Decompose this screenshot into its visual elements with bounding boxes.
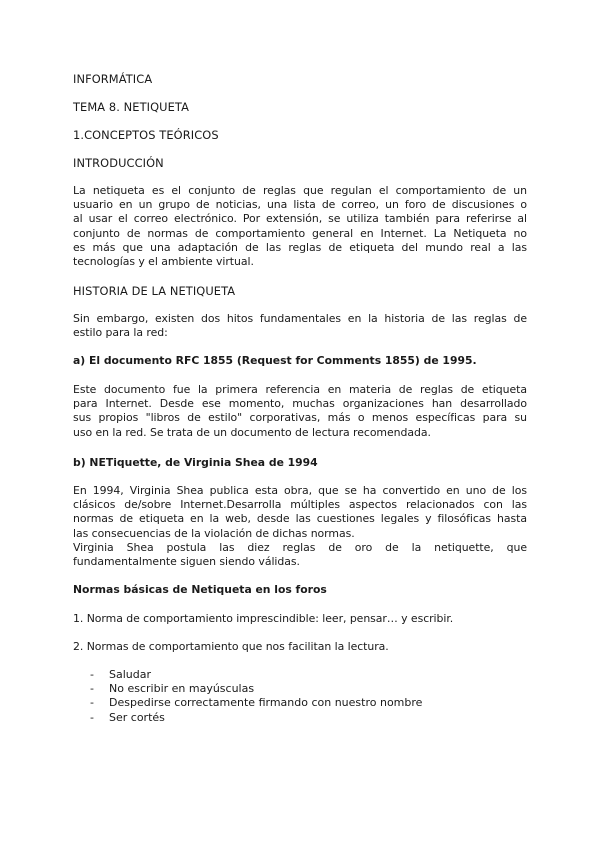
subject-heading: INFORMÁTICA — [73, 72, 153, 86]
doc-b-line: normas de etiqueta en la web, desde las cuestiones legales y filosóficas hasta — [73, 512, 527, 526]
history-paragraph — [73, 312, 527, 340]
intro-line: al usar el correo electrónico. Por extensión, se utiliza también para referirse al — [73, 212, 527, 226]
intro-line: conjunto de normas de comportamiento general en Internet. La Netiqueta no — [73, 226, 527, 240]
intro-line: es más que una adaptación de las reglas de etiqueta del mundo real a las — [73, 240, 527, 254]
list-item — [90, 711, 422, 725]
history-line: estilo para la red: — [73, 326, 168, 340]
dash-marker: - — [90, 682, 94, 696]
list-item-text: Ser cortés — [109, 710, 165, 724]
doc-a-heading: a) El documento RFC 1855 (Request for Comments 1855) de 1995. — [73, 354, 477, 367]
intro-heading: INTRODUCCIÓN — [73, 156, 164, 170]
doc-a-line: Este documento fue la primera referencia en materia de reglas de etiqueta — [73, 383, 527, 396]
dash-marker: - — [90, 668, 94, 681]
doc-b-line: En 1994, Virginia Shea publica esta obra, que se ha convertido en uno de los — [73, 484, 527, 497]
list-item-text: No escribir en mayúsculas — [109, 682, 255, 696]
doc-b-line: fundamentalmente siguen siendo válidas. — [73, 555, 300, 569]
history-line: Sin embargo, existen dos hitos fundamentales en la historia de las reglas de — [73, 312, 527, 325]
doc-a-line: uso en la red. Se trata de un documento de lectura recomendada. — [73, 425, 431, 439]
doc-b-line: las consecuencias de la violación de dichas normas. — [73, 526, 355, 540]
doc-b-heading: b) NETiquette, de Virginia Shea de 1994 — [73, 456, 318, 469]
intro-line: usuario en un grupo de noticias, una lista de correo, un foro de discusiones o — [73, 198, 527, 212]
history-heading: HISTORIA DE LA NETIQUETA — [73, 284, 236, 298]
norms-heading: Normas básicas de Netiqueta en los foros — [73, 583, 327, 596]
doc-b-line: Virginia Shea postula las diez reglas de oro de la netiquette, que — [73, 540, 527, 554]
doc-a-line: sus propios "libros de estilo" corporativas, más o menos específicas para su — [73, 411, 527, 425]
list-item-text: Despedirse correctamente firmando con nuestro nombre — [109, 696, 423, 710]
norm-2-text: 2. Normas de comportamiento que nos facilitan la lectura. — [73, 640, 389, 653]
intro-line: La netiqueta es el conjunto de reglas que regulan el comportamiento de un — [73, 184, 527, 197]
norm-2-list — [90, 668, 422, 725]
document-page — [73, 0, 527, 848]
list-item-text: Saludar — [109, 668, 151, 681]
list-item — [90, 696, 422, 710]
intro-line: tecnologías y el ambiente virtual. — [73, 255, 254, 269]
topic-heading: TEMA 8. NETIQUETA — [73, 100, 189, 114]
doc-a-paragraph — [73, 383, 527, 440]
list-item — [90, 682, 422, 696]
list-item — [90, 668, 422, 682]
norm-1-text: 1. Norma de comportamiento imprescindible: leer, pensar… y escribir. — [73, 612, 454, 625]
doc-b-line: clásicos de/sobre Internet.Desarrolla múltiples aspectos relacionados con las — [73, 498, 527, 512]
dash-marker: - — [90, 710, 94, 724]
doc-a-line: para Internet. Desde ese momento, muchas organizaciones han desarrollado — [73, 397, 527, 411]
intro-paragraph — [73, 184, 527, 269]
section-heading: 1.CONCEPTOS TEÓRICOS — [73, 128, 219, 142]
doc-b-paragraph — [73, 484, 527, 569]
dash-marker: - — [90, 696, 94, 710]
